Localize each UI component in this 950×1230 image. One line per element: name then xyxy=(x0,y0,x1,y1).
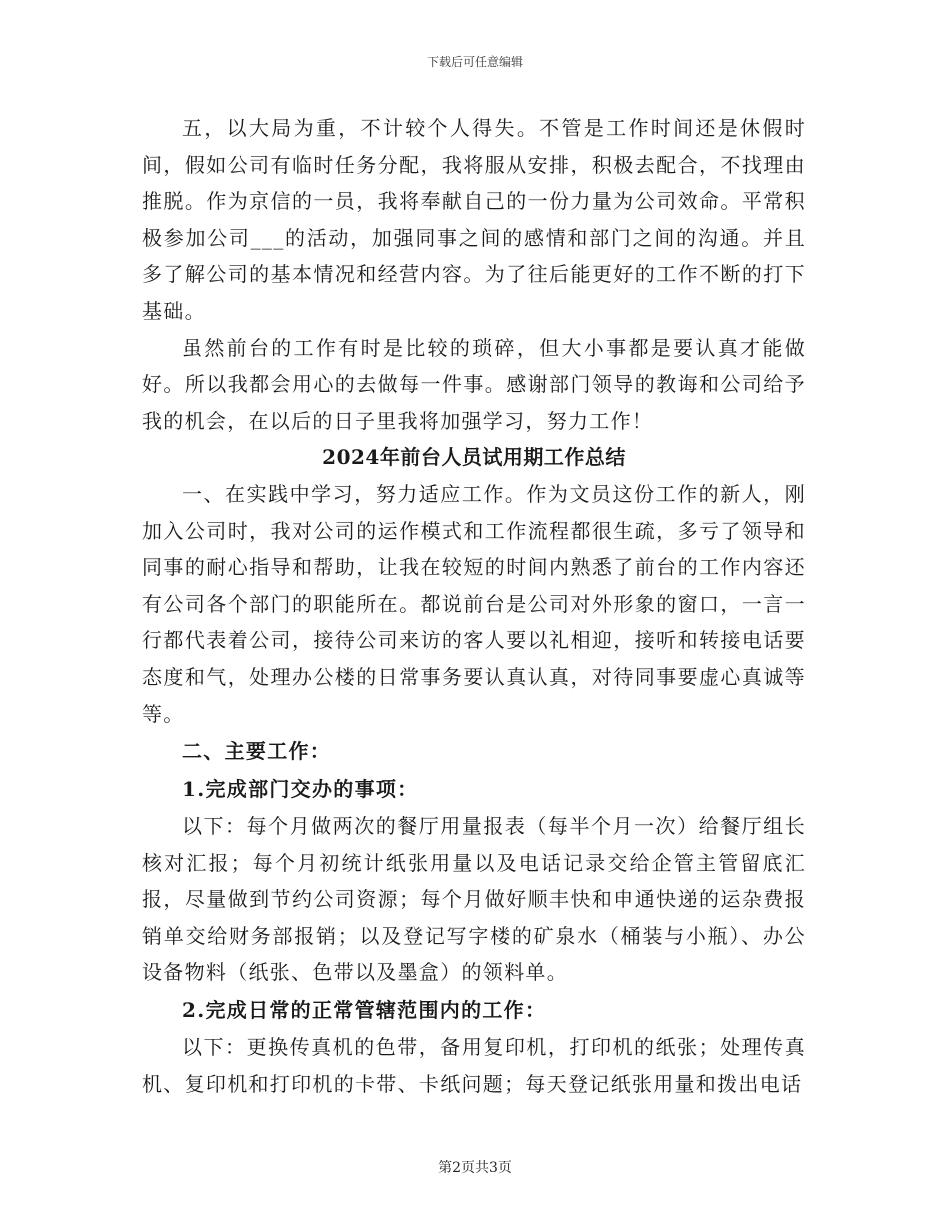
subheading-department-tasks: 1.完成部门交办的事项： xyxy=(182,777,419,802)
document-title: 2024年前台人员试用期工作总结 xyxy=(322,445,626,470)
paragraph-3: 一、在实践中学习，努力适应工作。作为文员这份工作的新人，刚加入公司时，我对公司的运作模式和工作流程都很生疏，多亏了领导和同事的耐心指导和帮助，让我在较短的时间内熟悉了前台的工作内容还有公司各个部门的职能所在。都说前台是公司对外形象的窗口，一言一行都代表着公司，接待公司来访的客人要以礼相迎，接听和转接电话要态度和气，处理办公楼的日常事务要认真认真，对待同事要虚心真诚等等。 xyxy=(142,481,806,726)
document-body xyxy=(142,110,806,1102)
paragraph-5: 以下：更换传真机的色带，备用复印机，打印机的纸张；处理传真机、复印机和打印机的卡带、卡纸问题；每天登记纸张用量和拨出电话 xyxy=(142,1035,806,1096)
page-number: 第2页共3页 xyxy=(438,1160,512,1176)
paragraph-4: 以下：每个月做两次的餐厅用量报表（每半个月一次）给餐厅组长核对汇报；每个月初统计纸张用量以及电话记录交给企管主管留底汇报，尽量做到节约公司资源；每个月做好顺丰快和申通快递的运杂费报销单交给财务部报销；以及登记写字楼的矿泉水（桶装与小瓶）、办公设备物料（纸张、色带以及墨盒）的领料单。 xyxy=(142,814,806,985)
paragraph-1: 五，以大局为重，不计较个人得失。不管是工作时间还是休假时间，假如公司有临时任务分配，我将服从安排，积极去配合，不找理由推脱。作为京信的一员，我将奉献自己的一份力量为公司效命。平常积极参加公司___的活动，加强同事之间的感情和部门之间的沟通。并且多了解公司的基本情况和经营内容。为了往后能更好的工作不断的打下基础。 xyxy=(142,116,806,323)
paragraph-2: 虽然前台的工作有时是比较的琐碎，但大小事都是要认真才能做好。所以我都会用心的去做每一件事。感谢部门领导的教诲和公司给予我的机会，在以后的日子里我将加强学习，努力工作！ xyxy=(142,335,806,433)
header-note: 下载后可任意编辑 xyxy=(426,55,523,69)
section-heading-main-work: 二、主要工作： xyxy=(182,739,332,764)
subheading-daily-work: 2.完成日常的正常管辖范围内的工作： xyxy=(182,998,547,1023)
